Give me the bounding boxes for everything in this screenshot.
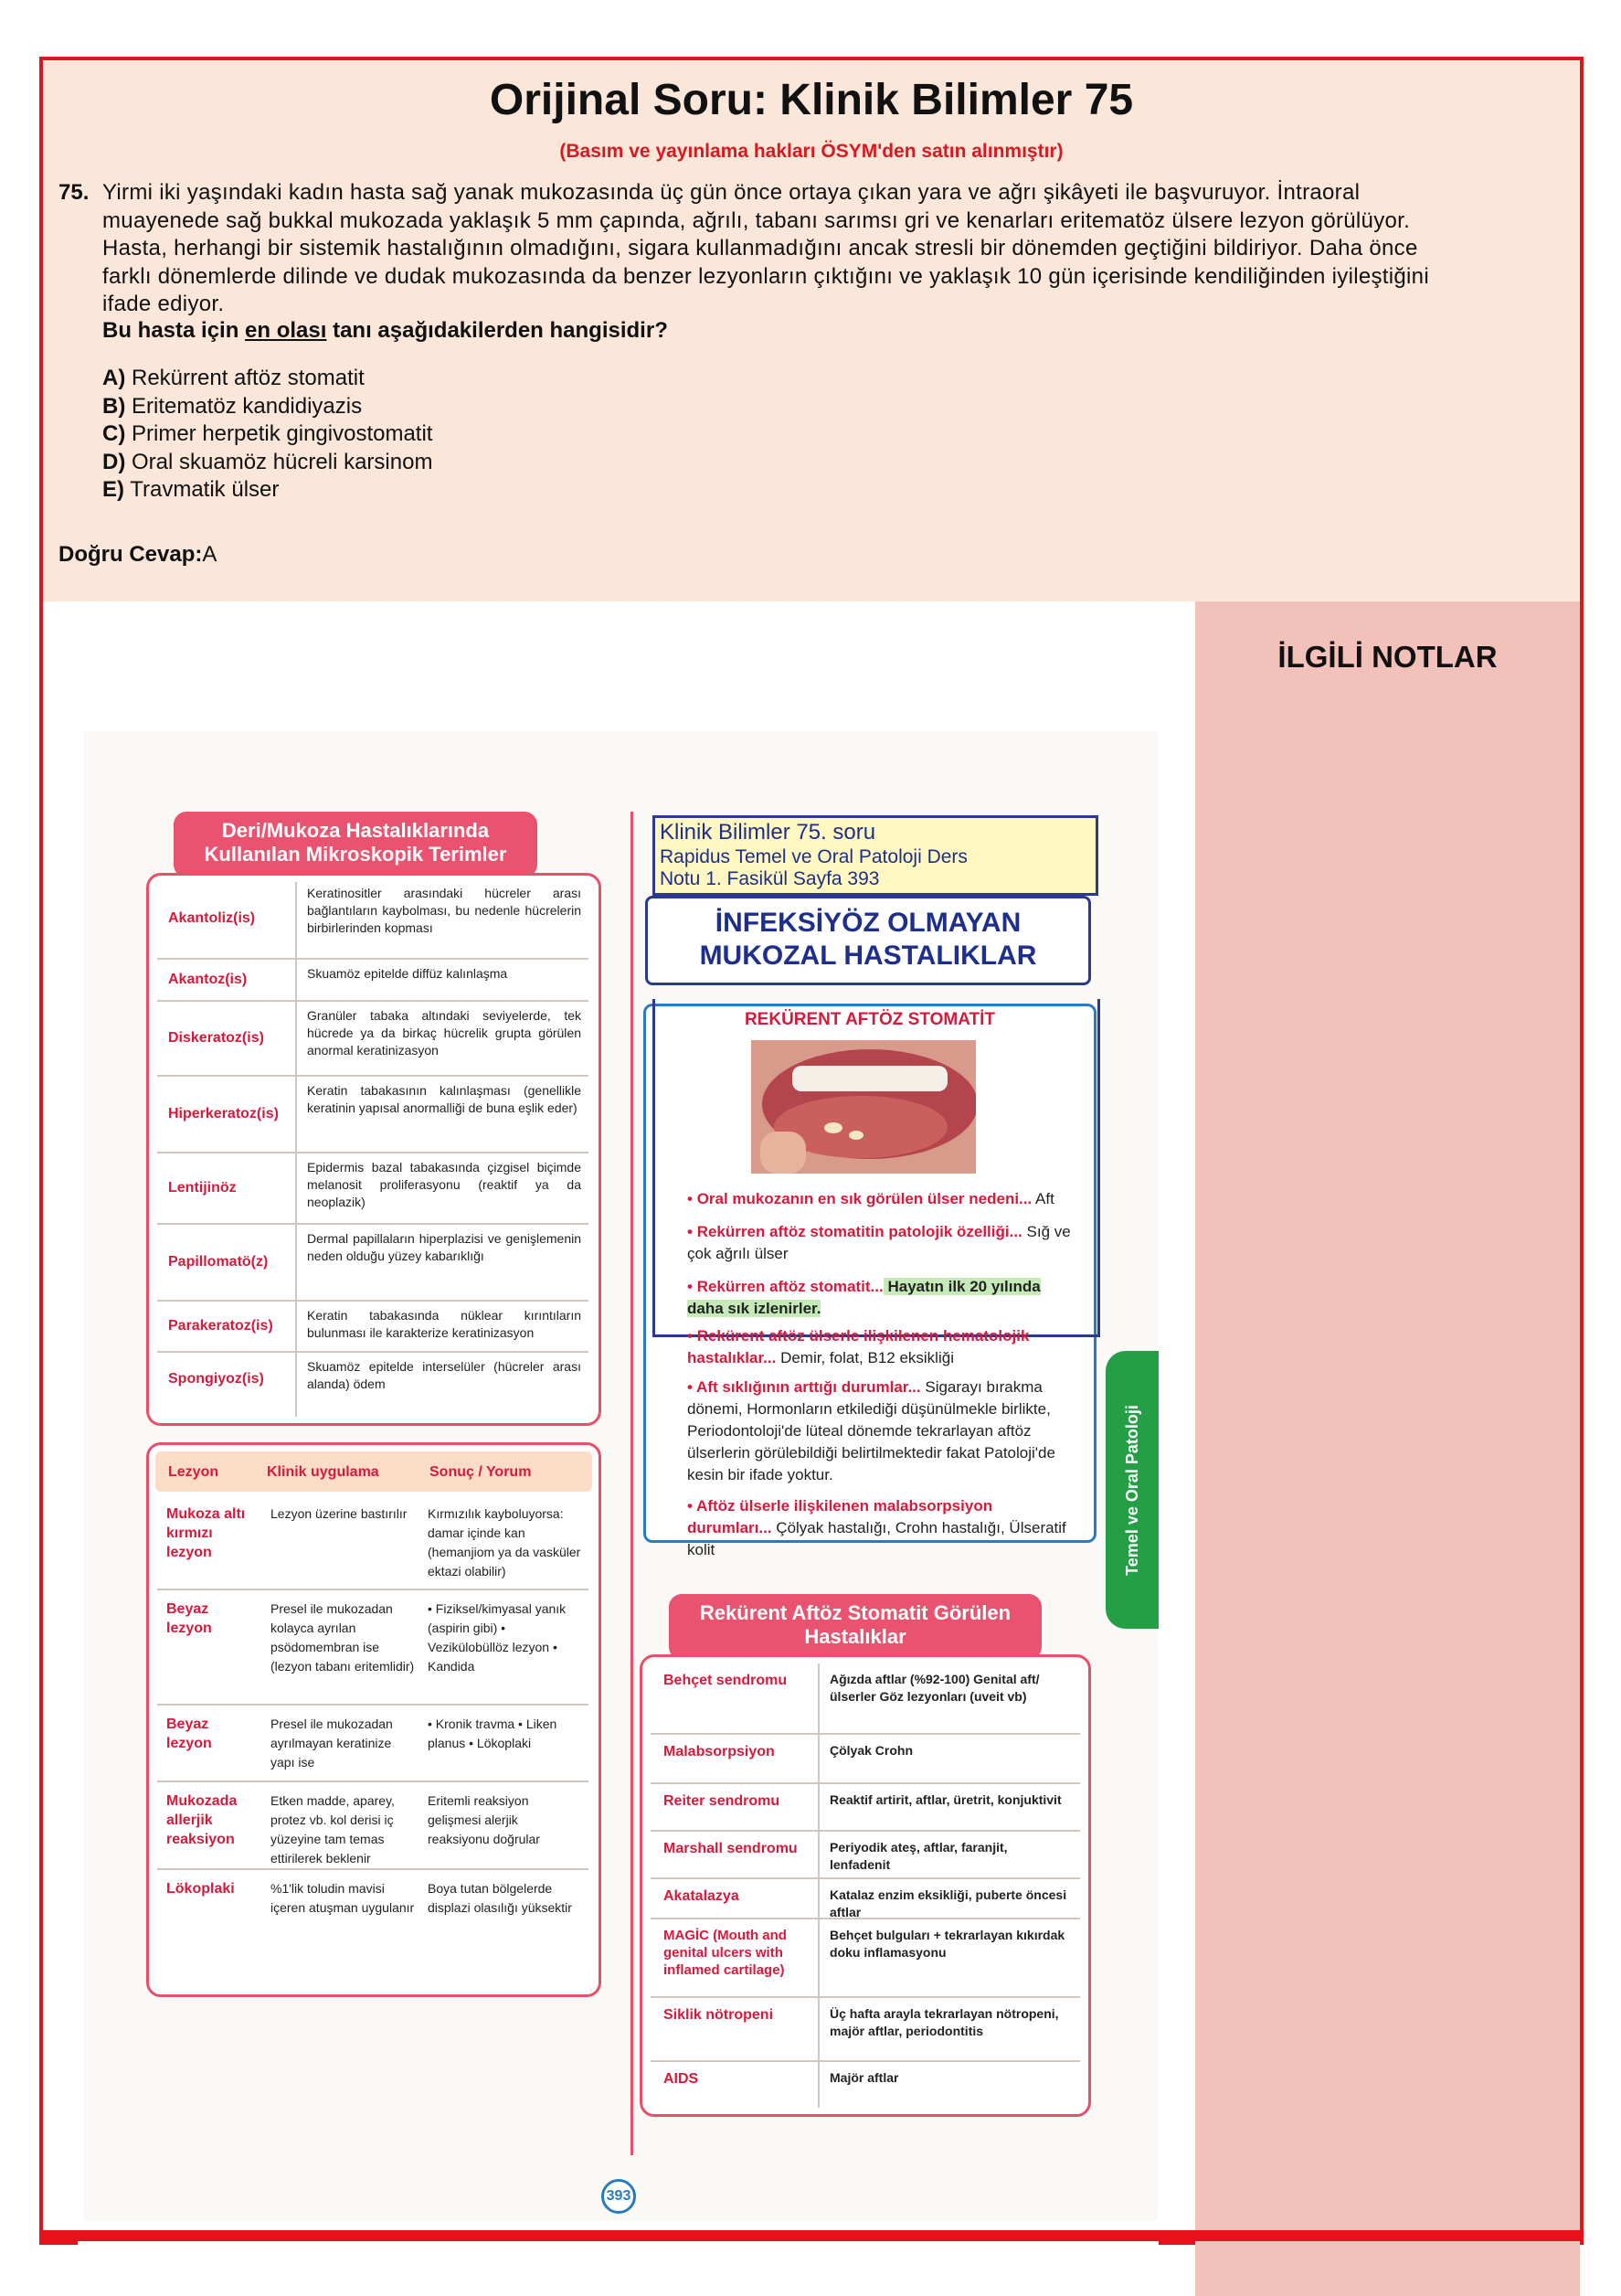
- disease-name: Malabsorpsiyon: [663, 1744, 775, 1759]
- term-definition: Keratin tabakasında nüklear kırıntıların bulunması ile karakterize keratinizasyon: [307, 1308, 581, 1340]
- disease-name: MAGİC (Mouth and genital ulcers with inflamed cartilage): [663, 1928, 787, 1978]
- bottom-bar: [39, 2230, 1584, 2241]
- section-title-2: MUKOZAL HASTALIKLAR: [699, 941, 1037, 971]
- lesion-col-header: Lezyon: [168, 1464, 219, 1480]
- term-name: Diskeratoz(is): [168, 1030, 264, 1046]
- result-col-header: Sonuç / Yorum: [429, 1464, 532, 1480]
- lesion-name: Lökoplaki: [166, 1881, 235, 1897]
- disease-desc: Üç hafta arayla tekrarlayan nötropeni, majör aftlar, periodontitis: [830, 2006, 1059, 2038]
- question-text: Yirmi iki yaşındaki kadın hasta sağ yanak mukozasında üç gün önce ortaya çıkan yara ve ağrı şikâyeti ile başvuruyor. İntraoral muayenede sağ bukkal mukozada yaklaşık 5 mm çapında, ağrılı, tabanı sarımsı gri ve kenarları eritematöz ülsere lezyon görülüyor. Hasta, herhangi bir sistemik hastalığının olmadığını, sigara kullanmadığını ancak stresli bir dönemden geçtiğini bildiriyor. Daha önce farklı dönemlerde dilinde ve dudak mukozasında da benzer lezyonların çıktığını ve yaklaşık 10 gün içerisinde kendiliğinden iyileştiğini ifade ediyor.: [102, 180, 1429, 316]
- answer-options: [102, 365, 432, 505]
- side-tab-label: Temel ve Oral Patoloji: [1122, 1404, 1141, 1576]
- option-c[interactable]: C) Primer herpetik gingivostomatit: [102, 421, 433, 446]
- lesion-row: [157, 1590, 588, 1706]
- lesion-result: • Kronik travma • Liken planus • Lökoplaki: [428, 1717, 557, 1750]
- term-name: Hiperkeratoz(is): [168, 1106, 279, 1121]
- page-number: 393: [601, 2179, 636, 2214]
- lesion-clinic: Etken madde, aparey, protez vb. kol derisi iç yüzeyine tam temas ettirilerek beklenir: [270, 1793, 395, 1866]
- lesion-row: [157, 1870, 588, 1952]
- term-name: Spongiyoz(is): [168, 1371, 264, 1387]
- term-row: [157, 1153, 588, 1225]
- lesion-result: Kırmızılık kayboluyorsa: damar içinde kan (hemanjiom ya da vasküler ektazi olabilir): [428, 1506, 581, 1578]
- lesion-clinic: %1'lik toludin mavisi içeren atuşman uygulanır: [270, 1881, 415, 1915]
- term-row: [157, 1002, 588, 1077]
- term-definition: Skuamöz epitelde interselüler (hücreler arası alanda) ödem: [307, 1359, 581, 1391]
- ras-bullet: • Aft sıklığının arttığı durumlar... Sigarayı bırakma dönemi, Hormonların etkilediği düşünülmekle birlikte, Periodontoloji'de lüteal dönemde tekrarlayan aftöz ülserlerin görülebildiği belirtilmektedir fakat Patoloji'de kesin bir ifade yoktur.: [687, 1378, 1055, 1483]
- term-definition: Skuamöz epitelde diffüz kalınlaşma: [307, 966, 508, 981]
- disease-row: [651, 1998, 1080, 2062]
- lesion-name: Mukoza altı kırmızı lezyon: [166, 1506, 246, 1560]
- term-row: [157, 960, 588, 1002]
- lesion-row: [157, 1782, 588, 1870]
- lesion-name: Beyaz lezyon: [166, 1717, 212, 1751]
- page-title: Orijinal Soru: Klinik Bilimler 75: [489, 76, 1134, 124]
- lesion-clinic: Presel ile mukozadan kolayca ayrılan psödomembran ise (lezyon tabanı eritemlidir): [270, 1601, 415, 1674]
- mouth-aft-photo: [751, 1040, 976, 1174]
- term-row: [157, 1225, 588, 1302]
- term-row: [157, 1353, 588, 1408]
- option-b[interactable]: B) Eritematöz kandidiyazis: [102, 393, 363, 419]
- option-e[interactable]: E) Travmatik ülser: [102, 477, 280, 502]
- disease-desc: Çölyak Crohn: [830, 1743, 914, 1758]
- term-definition: Keratinositler arasındaki hücreler arası bağlantıların kaybolması, bu nedenle hücrelerin birbirlerinden kopması: [307, 886, 581, 935]
- disease-desc: Majör aftlar: [830, 2070, 899, 2085]
- disease-title: Rekürent Aftöz Stomatit Görülen Hastalıklar: [669, 1594, 1042, 1660]
- disease-row: [651, 2062, 1080, 2108]
- ras-bullet: • Oral mukozanın en sık görülen ülser nedeni... Aft: [687, 1190, 1054, 1207]
- lesion-clinic: Lezyon üzerine bastırılır: [270, 1506, 408, 1521]
- ras-bullet: • Rekürren aftöz stomatit... Hayatın ilk 20 yılında daha sık izlenirler.: [687, 1278, 1041, 1317]
- lesion-name: Mukozada allerjik reaksiyon: [166, 1793, 238, 1847]
- notes-title: İLGİLİ NOTLAR: [1277, 640, 1498, 674]
- disease-name: Siklik nötropeni: [663, 2007, 774, 2023]
- ras-title: REKÜRENT AFTÖZ STOMATİT: [744, 1010, 996, 1029]
- ras-bullet: • Rekürent aftöz ülserle ilişkilenen hematolojik hastalıklar... Demir, folat, B12 eksikliği: [687, 1327, 1030, 1366]
- ras-bullet: • Aftöz ülserle ilişkilenen malabsorpsiyon durumları... Çölyak hastalığı, Crohn hastalığı, Ülseratif kolit: [687, 1497, 1066, 1558]
- lesion-result: Boya tutan bölgelerde displazi olasılığı yüksektir: [428, 1881, 572, 1915]
- correct-answer: Doğru Cevap:A: [58, 542, 217, 567]
- disease-row: [651, 1735, 1080, 1784]
- lesion-result: • Fiziksel/kimyasal yanık (aspirin gibi) • Vezikülobüllöz lezyon • Kandida: [428, 1601, 567, 1674]
- lesion-result: Eritemli reaksiyon gelişmesi alerjik reaksiyonu doğrular: [428, 1793, 540, 1846]
- lesion-clinic: Presel ile mukozadan ayrılmayan keratinize yapı ise: [270, 1717, 393, 1770]
- term-row: [157, 1302, 588, 1353]
- disease-row: [651, 1919, 1080, 1998]
- disease-desc: Reaktif artirit, aftlar, üretrit, konjuktivit: [830, 1792, 1062, 1807]
- disease-name: Behçet sendromu: [663, 1673, 788, 1688]
- callout-line-2: Rapidus Temel ve Oral Patoloji Ders: [660, 846, 968, 867]
- disease-row: [651, 1832, 1080, 1879]
- notes-panel: [1195, 601, 1580, 2296]
- disease-row: [651, 1664, 1080, 1735]
- ras-bullet: • Rekürren aftöz stomatitin patolojik özelliği... Sığ ve çok ağrılı ülser: [687, 1223, 1071, 1262]
- disease-row: [651, 1784, 1080, 1832]
- disease-desc: Behçet bulguları + tekrarlayan kıkırdak doku inflamasyonu: [830, 1928, 1065, 1960]
- disease-name: Akatalazya: [663, 1888, 739, 1904]
- term-name: Akantoliz(is): [168, 910, 256, 926]
- term-name: Papillomatö(z): [168, 1254, 269, 1270]
- disease-name: Reiter sendromu: [663, 1793, 780, 1809]
- section-title-1: İNFEKSİYÖZ OLMAYAN: [715, 908, 1022, 938]
- term-definition: Granüler tabaka altındaki seviyelerde, tek hücrede ya da birkaç hücrelik grupta görülen anormal keratinizasyon: [307, 1008, 581, 1058]
- disease-desc: Katalaz enzim eksikliği, puberte öncesi aftlar: [830, 1887, 1067, 1919]
- disease-name: Marshall sendromu: [663, 1841, 798, 1856]
- term-row: [157, 1077, 588, 1153]
- disease-row: [651, 1879, 1080, 1919]
- clinic-col-header: Klinik uygulama: [267, 1464, 379, 1480]
- question-number: 75.: [58, 180, 90, 205]
- term-definition: Dermal papillaların hiperplazisi ve genişlemenin neden olduğu yüzey kabarıklığı: [307, 1231, 581, 1263]
- lesion-name: Beyaz lezyon: [166, 1601, 212, 1636]
- copyright-note: (Basım ve yayınlama hakları ÖSYM'den satın alınmıştır): [559, 141, 1064, 162]
- terms-title: Deri/Mukoza Hastalıklarında Kullanılan Mikroskopik Terimler: [174, 812, 537, 877]
- term-definition: Epidermis bazal tabakasında çizgisel biçimde melanosit proliferasyonu (reaktif ya da neoplazik): [307, 1160, 581, 1209]
- term-name: Lentijinöz: [168, 1180, 237, 1196]
- question-prompt: Bu hasta için en olası tanı aşağıdakilerden hangisidir?: [102, 318, 668, 343]
- term-definition: Keratin tabakasının kalınlaşması (genellikle keratinin yapısal anormalliği de buna eşlik eder): [307, 1083, 581, 1115]
- term-name: Akantoz(is): [168, 972, 248, 987]
- lesion-row: [157, 1706, 588, 1782]
- option-d[interactable]: D) Oral skuamöz hücreli karsinom: [102, 449, 433, 474]
- disease-desc: Periyodik ateş, aftlar, faranjit, lenfadenit: [830, 1840, 1008, 1872]
- term-name: Parakeratoz(is): [168, 1318, 273, 1334]
- disease-name: AIDS: [663, 2071, 699, 2087]
- term-row: [157, 879, 588, 960]
- callout-line-3: Notu 1. Fasikül Sayfa 393: [660, 868, 880, 889]
- option-a[interactable]: A) Rekürrent aftöz stomatit: [102, 366, 365, 390]
- callout-line-1: Klinik Bilimler 75. soru: [660, 820, 876, 845]
- disease-desc: Ağızda aftlar (%92-100) Genital aft/ülserler Göz lezyonları (uveit vb): [830, 1672, 1040, 1704]
- lesion-row: [157, 1495, 588, 1590]
